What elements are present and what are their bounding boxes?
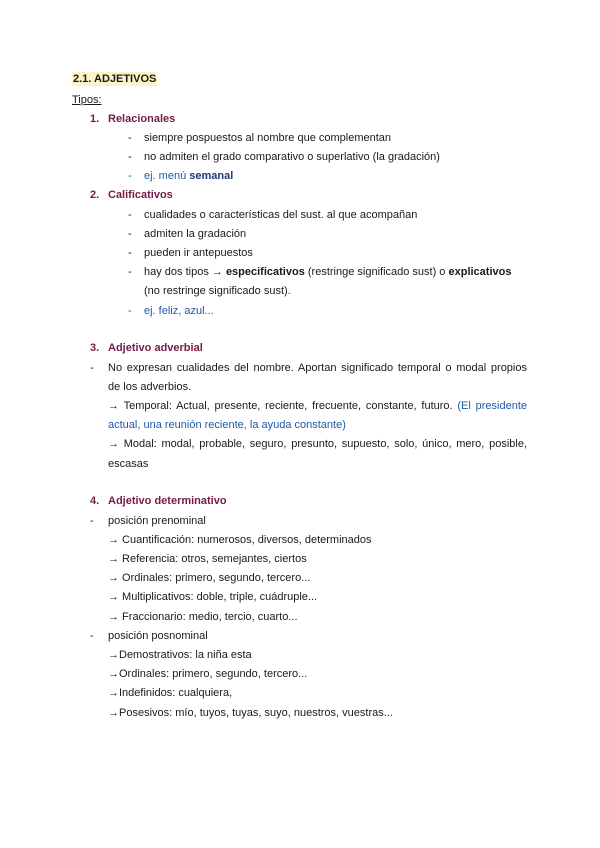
- bullet-dash: -: [128, 266, 132, 278]
- relacionales-bullet-2: no admiten el grado comparativo o superlativo (la gradación): [144, 151, 440, 163]
- bullet-dash: -: [90, 515, 94, 527]
- bullet-dash: -: [128, 132, 132, 144]
- calificativos-bullet-2: admiten la gradación: [144, 228, 247, 240]
- prenominal-item: → Ordinales: primero, segundo, tercero...: [108, 572, 311, 584]
- posnominal-item: →Indefinidos: cualquiera,: [108, 687, 233, 699]
- calificativos-example: ej. feliz, azul...: [144, 305, 214, 317]
- tipos-text-c: (restringe significado sust) o: [304, 266, 449, 278]
- bullet-dash: -: [128, 151, 132, 163]
- calificativos-bullet-3: pueden ir antepuestos: [144, 247, 253, 259]
- item-number-1: 1.: [90, 113, 100, 125]
- heading-relacionales: Relacionales: [108, 113, 176, 125]
- adverbial-line-2: de los adverbios.: [108, 381, 192, 393]
- calificativos-tipos-line: [144, 265, 511, 279]
- adverbial-modal-cont: escasas: [108, 458, 149, 470]
- item-number-4: 4.: [90, 495, 100, 507]
- tipos-especificativos: especificativos: [225, 266, 305, 278]
- example-bold: semanal: [189, 170, 234, 182]
- prenominal-item: → Multiplicativos: doble, triple, cuádruple...: [108, 591, 318, 603]
- bullet-dash: -: [128, 305, 132, 317]
- item-number-2: 2.: [90, 189, 100, 201]
- relacionales-example: [144, 169, 233, 183]
- temporal-example-cont: actual, una reunión reciente, la ayuda constante): [108, 419, 346, 431]
- adverbial-modal: → Modal: modal, probable, seguro, presunto, supuesto, solo, único, mero, posible,: [108, 438, 527, 450]
- temporal-list: → Temporal: Actual, presente, reciente, frecuente, constante, futuro.: [108, 400, 458, 412]
- bullet-dash: -: [128, 170, 132, 182]
- tipos-explicativos: explicativos: [448, 266, 512, 278]
- prenominal-item: → Referencia: otros, semejantes, ciertos: [108, 553, 307, 565]
- bullet-dash: -: [128, 247, 132, 259]
- calificativos-bullet-1: cualidades o características del sust. al que acompañan: [144, 209, 418, 221]
- temporal-example: (El presidente: [457, 400, 527, 412]
- adverbial-temporal: [108, 399, 527, 413]
- bullet-dash: -: [90, 362, 94, 374]
- prenominal-item: → Fraccionario: medio, tercio, cuarto...: [108, 611, 298, 623]
- bullet-dash: -: [90, 630, 94, 642]
- section-title: 2.1. ADJETIVOS: [73, 73, 157, 85]
- tipos-label: Tipos:: [72, 94, 102, 106]
- bullet-dash: -: [128, 209, 132, 221]
- prenominal-item: → Cuantificación: numerosos, diversos, determinados: [108, 534, 372, 546]
- posnominal-item: →Posesivos: mío, tuyos, tuyas, suyo, nuestros, vuestras...: [108, 707, 393, 719]
- bullet-dash: -: [128, 228, 132, 240]
- heading-adverbial: Adjetivo adverbial: [108, 342, 203, 354]
- relacionales-bullet-1: siempre pospuestos al nombre que complementan: [144, 132, 392, 144]
- heading-determinativo: Adjetivo determinativo: [108, 495, 227, 507]
- calificativos-tipos-line-2: (no restringe significado sust).: [144, 285, 291, 297]
- example-text: ej. menú: [144, 170, 190, 182]
- item-number-3: 3.: [90, 342, 100, 354]
- adverbial-line-1: No expresan cualidades del nombre. Aportan significado temporal o modal propios: [108, 362, 527, 374]
- heading-calificativos: Calificativos: [108, 189, 173, 201]
- prenominal-label: posición prenominal: [108, 515, 206, 527]
- posnominal-label: posición posnominal: [108, 630, 208, 642]
- tipos-text-a: hay dos tipos →: [144, 266, 226, 278]
- posnominal-item: →Ordinales: primero, segundo, tercero...: [108, 668, 308, 680]
- posnominal-item: →Demostrativos: la niña esta: [108, 649, 252, 661]
